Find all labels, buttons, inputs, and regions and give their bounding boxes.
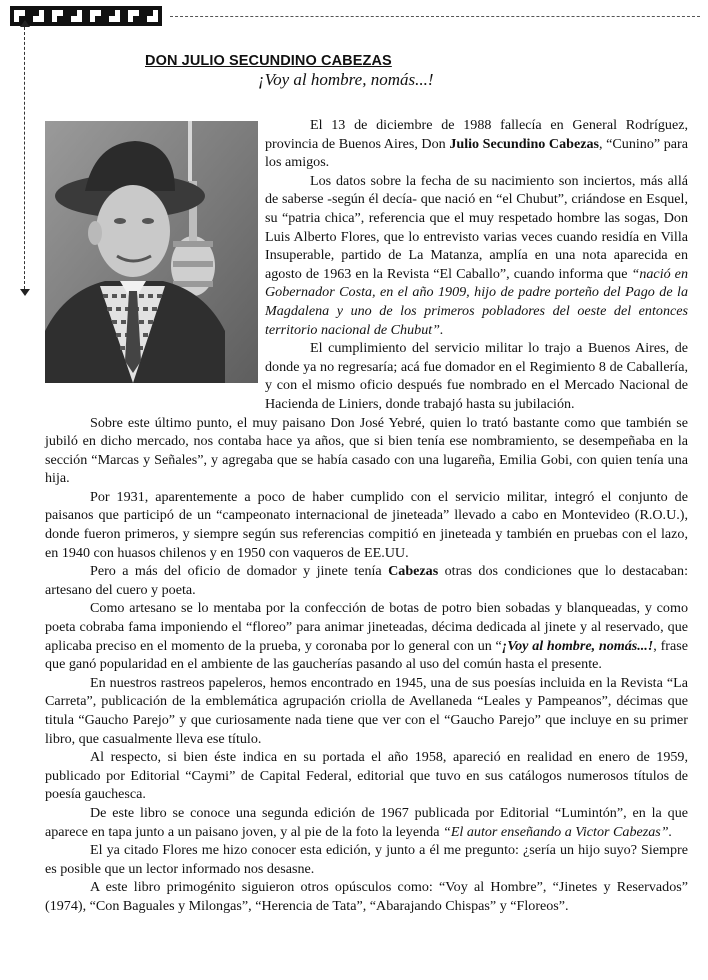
- text-run: A este libro primogénito siguieron otros opúsculos como: “Voy al Hombre”, “Jinetes y Reservados” (1974), “Con Baguales y Milongas”, “Herencia de Tata”, “Abarajando Chispas” y “Floreos”.: [45, 879, 688, 914]
- vertical-dimension-arrow: [24, 22, 25, 294]
- text-run: El ya citado Flores me hizo conocer esta edición, y junto a él me pregunto: ¿sería un hijo suyo? Siempre es posible que un lector informado nos desasne.: [45, 842, 688, 877]
- text-run: Julio Secundino Cabezas: [449, 135, 600, 152]
- header-dashed-rule: [170, 16, 700, 17]
- article-title: DON JULIO SECUNDINO CABEZAS: [145, 53, 392, 69]
- text-run: Cabezas: [388, 563, 439, 580]
- text-run: En nuestros rastreos papeleros, hemos encontrado en 1945, una de sus poesías incluida en la Revista “La Carreta”, publicación de la emblemática agrupación criolla de Avellaneda “Leales y Pampeanos”, décimas que titula “Gaucho Parejo” y que curiosamente nada tiene que ver con el “Gaucho Parejo” que incluye en su primer libro, que casualmente lleva ese título.: [45, 674, 688, 747]
- text-run: El cumplimiento del servicio militar lo trajo a Buenos Aires, de donde ya no regresaría; acá fue domador en el Regimiento 8 de Caballería, y con el mismo oficio después fue nombrado en el Mercado Nacional de Hacienda de Liniers, donde trabajó hasta su jubilación.: [265, 340, 688, 412]
- text-run: El 13 de diciembre de 1988 fallecía en General Rodríguez, provincia de Buenos Aires, Don: [265, 117, 688, 152]
- article-paragraph: [45, 878, 688, 915]
- greca-border-ornament: [10, 6, 162, 26]
- text-run: Por 1931, aparentemente a poco de haber cumplido con el servicio militar, integró el conjunto de paisanos que participó de un “campeonato internacional de jineteada” llevado a cabo en Montevideo (R.O.U.), donde fueron primeros, y siempre según sus referencias compitió en jineteada y también en pruebas con el lazo, en 1940 con huasos chilenos y en 1950 con vaqueros de EE.UU.: [45, 488, 688, 561]
- text-run: “El autor enseñando a Victor Cabezas”.: [442, 823, 673, 840]
- text-run: , “Cunino” para los amigos.: [265, 135, 688, 171]
- article-paragraph: [45, 599, 688, 673]
- text-run: Como artesano se lo mentaba por la confección de botas de potro bien sobadas y blanqueadas, y como poeta cobraba fama imponiendo el “floreo” para animar jineteadas, décima dedicada al jinete y al reservado, que aplicaba preciso en el momento de la prueba, y coronaba por lo general con un “: [45, 600, 688, 654]
- text-run: De este libro se conoce una segunda edición de 1967 publicada por Editorial “Lumintón”, en la que aparece en tapa junto a un paisano joven, y al pie de la foto la leyenda: [45, 804, 688, 840]
- text-run: Sobre este último punto, el muy paisano Don José Yebré, quien lo trató bastante como que también se jubiló en dicho mercado, nos contaba hace ya años, que si bien tenía ese nombramiento, se desempeñaba en la sección “Marcas y Señales”, y agregaba que se había casado con una lugareña, Emilia Gobi, con quien tenía una hija.: [45, 414, 688, 487]
- article-paragraph: [45, 488, 688, 562]
- text-run: Al respecto, si bien éste indica en su portada el año 1958, apareció en realidad en enero de 1959, publicado por Editorial “Caymi” de Capital Federal, editorial que tuvo en sus catálogos numerosos títulos de poesía gauchesca.: [45, 749, 688, 803]
- text-run: Los datos sobre la fecha de su nacimiento son inciertos, más allá de saberse -según él decía- que nació en “el Chubut”, criándose en Esquel, su “patria chica”, referencia que el muy respetado hombre las sogas, Don Luis Alberto Flores, que lo entrevisto varias veces cuando residía en Villa Insuperable, partido de La Matanza, amplía en una nota aparecida en agosto de 1963 en la Revista “El Caballo”, cuando informa que: [265, 172, 688, 282]
- text-run: otras dos condiciones que lo destacaban: artesano del cuero y poeta.: [45, 563, 688, 598]
- article-paragraph: [45, 748, 688, 804]
- article-paragraph: [45, 841, 688, 878]
- text-run: , frase que ganó popularidad en el ambiente de las gaucherías pasando al uso del común hasta el presente.: [45, 637, 688, 673]
- arrow-up-icon: [20, 20, 30, 27]
- text-run: ¡Voy al hombre, nomás...!: [501, 637, 654, 654]
- arrow-down-icon: [20, 289, 30, 296]
- article-body: [45, 116, 688, 916]
- article-paragraph: [45, 414, 688, 488]
- article-subtitle: ¡Voy al hombre, nomás...!: [258, 70, 434, 89]
- text-run: Pero a más del oficio de domador y jinete tenía: [90, 563, 389, 580]
- text-run: “nació en Gobernador Costa, en el año 1909, hijo de padre porteño del Pago de la Magdalena y uno de los primeros pobladores del oeste del entonces territorio nacional de Chubut”.: [265, 265, 688, 338]
- article-paragraph: [45, 804, 688, 841]
- article-paragraph: [45, 562, 688, 599]
- article-paragraph: [45, 674, 688, 748]
